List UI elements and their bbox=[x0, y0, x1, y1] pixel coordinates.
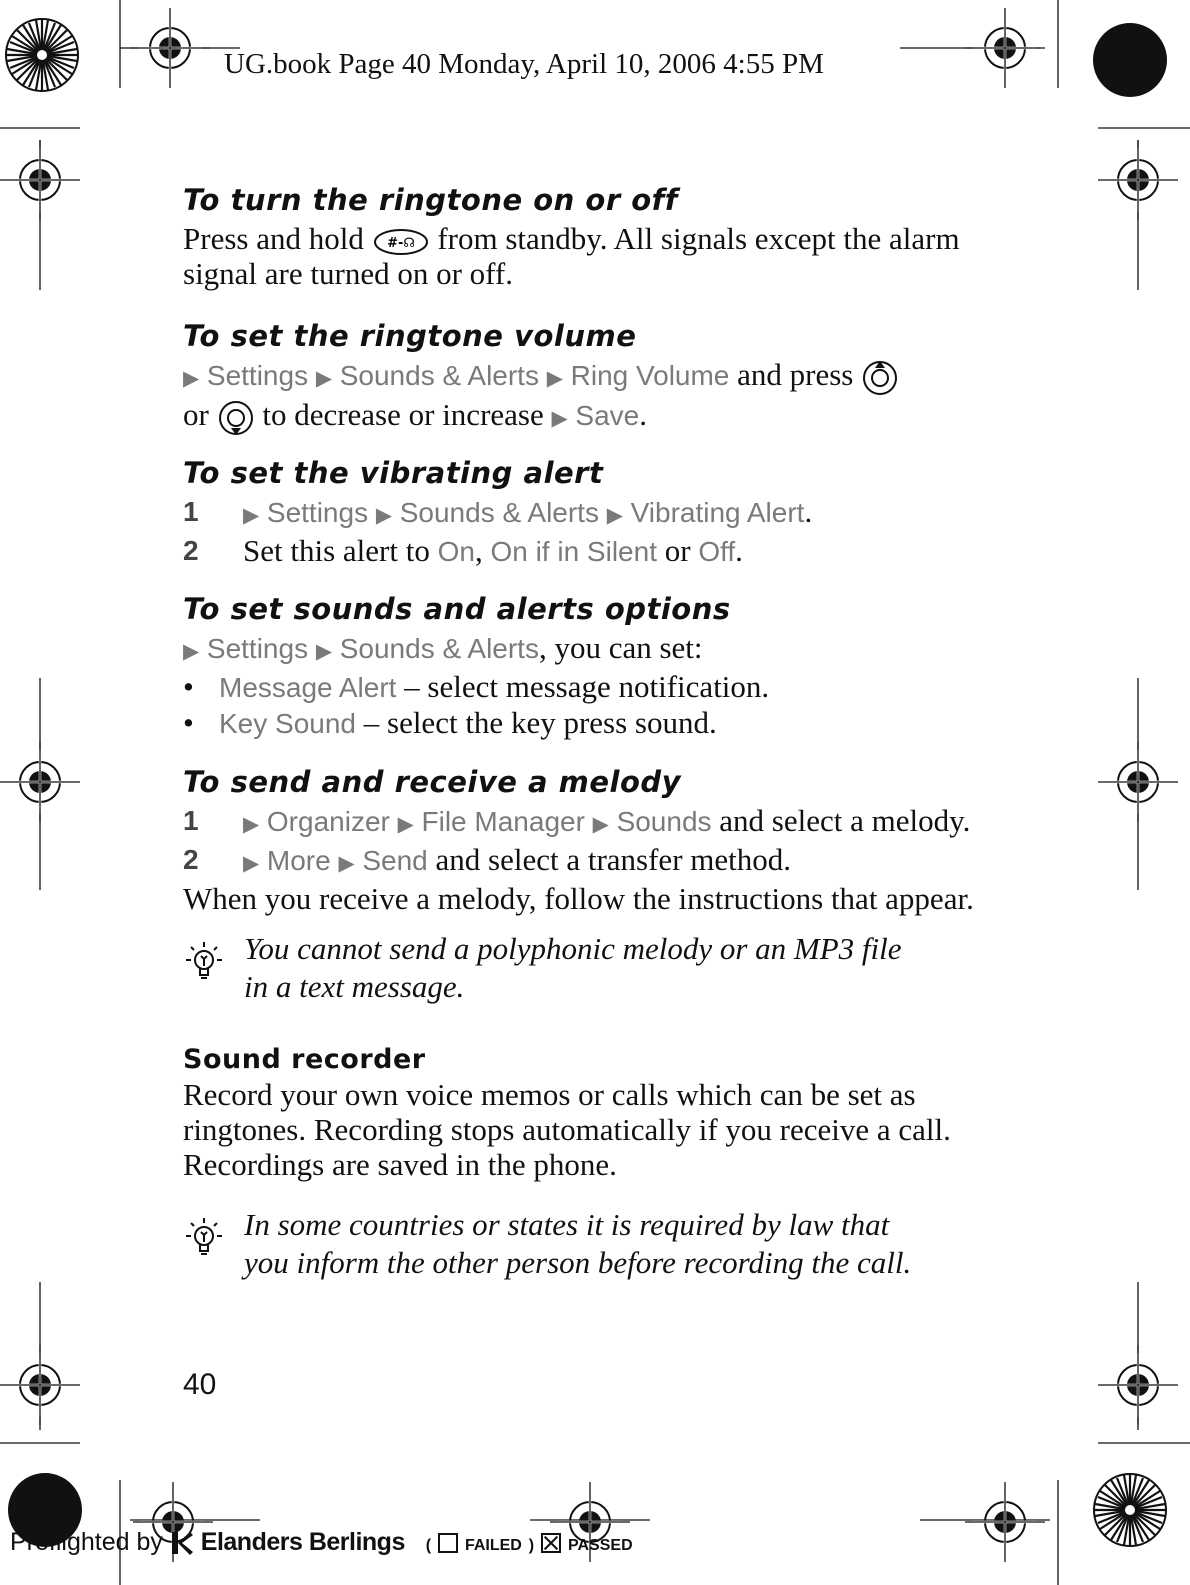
svg-text:#-☊: #-☊ bbox=[386, 235, 415, 251]
page-header: UG.book Page 40 Monday, April 10, 2006 4:55 PM bbox=[224, 48, 824, 80]
hash-key-icon bbox=[372, 228, 430, 256]
failed-checkbox bbox=[438, 1533, 458, 1553]
menu-path: ▶ Settings ▶ Sounds & Alerts ▶ Ring Volume and press bbox=[183, 357, 899, 397]
menu-item: Settings bbox=[206, 633, 309, 664]
section-title: To send and receive a melody bbox=[183, 765, 682, 799]
menu-item: Save bbox=[575, 399, 640, 431]
menu-item: Off bbox=[698, 536, 736, 567]
passed-label: PASSED bbox=[568, 1537, 633, 1554]
menu-item: On bbox=[437, 536, 475, 567]
page-number: 40 bbox=[183, 1368, 217, 1401]
brand-name: Elanders Berlings bbox=[200, 1528, 405, 1556]
failed-label: FAILED bbox=[464, 1537, 522, 1554]
section-text: signal are turned on or off. bbox=[183, 256, 513, 291]
section-text: Record your own voice memos or calls which can be set as bbox=[183, 1077, 916, 1112]
tip-line: you inform the other person before recording the call. bbox=[244, 1245, 912, 1280]
step: 1 ▶ Settings ▶ Sounds & Alerts ▶ Vibrating Alert. bbox=[183, 494, 813, 529]
menu-item: Sounds bbox=[616, 806, 712, 837]
section-ringtone-onoff bbox=[183, 183, 960, 291]
section-text: Recordings are saved in the phone. bbox=[183, 1147, 617, 1182]
list-item: • Message Alert – select message notification. bbox=[183, 669, 769, 705]
menu-path: ▶ Settings ▶ Sounds & Alerts, you can set: bbox=[183, 630, 703, 665]
menu-item: Sounds & Alerts bbox=[339, 633, 539, 664]
step: 2 ▶ More ▶ Send and select a transfer method. bbox=[183, 842, 792, 877]
step-number: 2 bbox=[183, 844, 199, 875]
menu-item: Organizer bbox=[266, 806, 390, 837]
tip-line: in a text message. bbox=[244, 969, 465, 1004]
preflight-label: Preflighted by bbox=[10, 1528, 163, 1556]
step: 1 ▶ Organizer ▶ File Manager ▶ Sounds and select a melody. bbox=[183, 803, 971, 838]
section-title: To turn the ringtone on or off bbox=[183, 183, 678, 217]
menu-item: Key Sound bbox=[219, 708, 356, 739]
nav-down-icon bbox=[217, 399, 255, 437]
section-text: When you receive a melody, follow the instructions that appear. bbox=[183, 881, 974, 916]
section-ringtone-volume bbox=[183, 319, 899, 437]
section-title: Sound recorder bbox=[183, 1044, 426, 1075]
section-send-melody bbox=[183, 765, 974, 916]
tip-line: In some countries or states it is required by law that bbox=[244, 1207, 890, 1242]
step: 2 Set this alert to On, On if in Silent or Off. bbox=[183, 533, 743, 568]
nav-up-icon bbox=[861, 359, 899, 397]
menu-item: Settings bbox=[206, 360, 309, 391]
step-number: 2 bbox=[183, 535, 199, 566]
section-vibrating-alert bbox=[183, 456, 812, 569]
menu-item: Message Alert bbox=[219, 672, 397, 703]
lightbulb-icon bbox=[180, 1214, 228, 1262]
menu-item: On if in Silent bbox=[490, 536, 657, 567]
menu-path: or to decrease or increase ▶ Save. bbox=[183, 397, 899, 437]
section-sounds-options bbox=[183, 592, 769, 741]
menu-item: Sounds & Alerts bbox=[399, 497, 599, 528]
list-item: • Key Sound – select the key press sound. bbox=[183, 705, 769, 741]
menu-item: More bbox=[266, 845, 331, 876]
menu-item: Ring Volume bbox=[570, 360, 730, 391]
tip-line: You cannot send a polyphonic melody or an MP3 file bbox=[244, 931, 902, 966]
section-title: To set the ringtone volume bbox=[183, 319, 637, 353]
brand-logo-icon bbox=[170, 1530, 194, 1556]
lightbulb-icon bbox=[180, 938, 228, 986]
section-title: To set sounds and alerts options bbox=[183, 592, 731, 626]
menu-item: File Manager bbox=[421, 806, 585, 837]
tip-note bbox=[244, 1206, 911, 1282]
step-number: 1 bbox=[183, 496, 199, 527]
preflight-footer: Preflighted by Elanders Berlings ( FAILED ) PASSED bbox=[10, 1528, 633, 1556]
menu-item: Send bbox=[362, 845, 428, 876]
menu-item: Settings bbox=[266, 497, 369, 528]
section-text: ringtones. Recording stops automatically if you receive a call. bbox=[183, 1112, 951, 1147]
tip-note bbox=[244, 930, 902, 1006]
section-sound-recorder bbox=[183, 1044, 951, 1182]
section-text: Press and hold #-☊ from standby. All signals except the alarm bbox=[183, 221, 960, 256]
section-title: To set the vibrating alert bbox=[183, 456, 604, 490]
step-number: 1 bbox=[183, 805, 199, 836]
passed-checkbox bbox=[541, 1533, 561, 1553]
menu-item: Vibrating Alert bbox=[630, 497, 805, 528]
menu-item: Sounds & Alerts bbox=[339, 360, 539, 391]
